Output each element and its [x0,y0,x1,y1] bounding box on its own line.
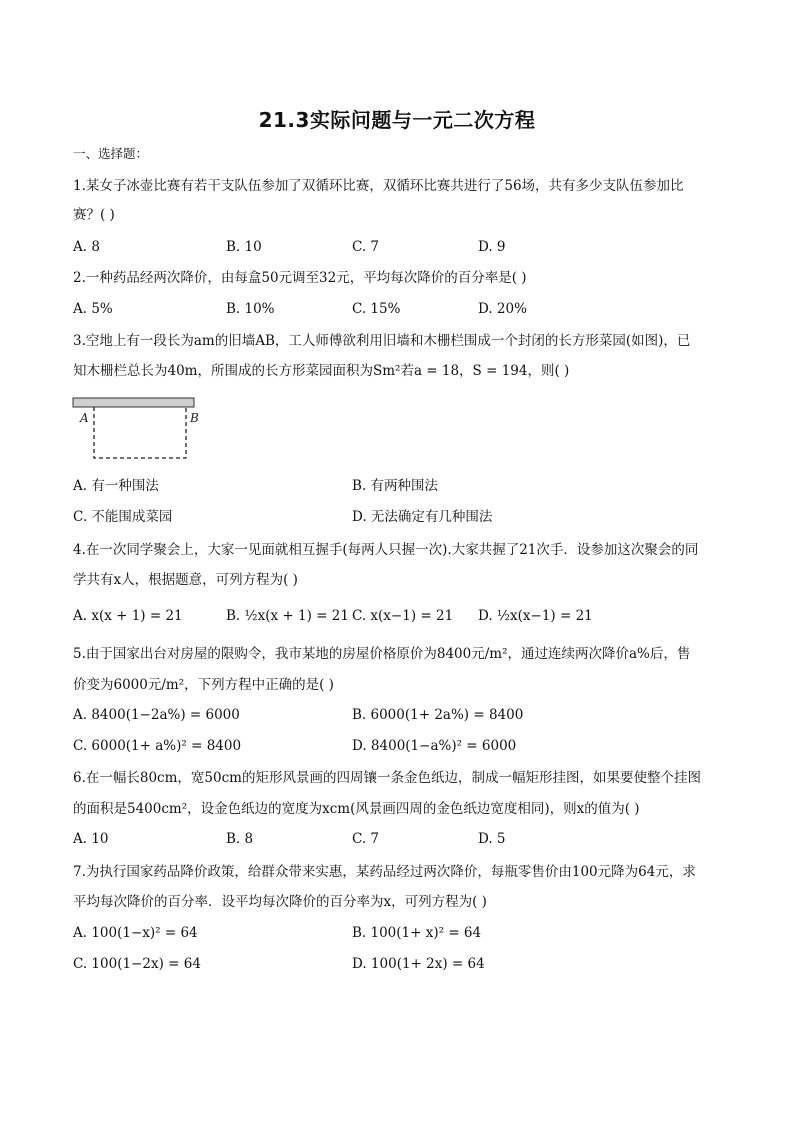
option-c: C. 7 [352,239,380,255]
option-a: A. 100(1−x)² = 64 [73,925,198,941]
question-text: 2.一种药品经两次降价，由每盒50元调至32元，平均每次降价的百分率是( ) [73,270,527,286]
option-d: D. 20% [478,301,527,317]
question-text: 5.由于国家出台对房屋的限购令，我市某地的房屋价格原价为8400元/m²，通过连续两次降价a%后，售 [73,646,691,662]
option-a: A. 10 [73,831,109,847]
question-text: 的面积是5400cm²，设金色纸边的宽度为xcm(风景画四周的金色纸边宽度相同)，则x的值为( ) [73,801,640,817]
option-b: B. 100(1+ x)² = 64 [352,925,482,941]
question-text: 学共有x人，根据题意，可列方程为( ) [73,572,298,588]
option-b: B. 8 [226,831,254,847]
old-wall [73,398,194,407]
question-text: 赛？( ) [73,207,115,223]
option-a: A. 有一种围法 [73,478,159,494]
option-d: D. 8400(1−a%)² = 6000 [352,738,517,754]
question-text: 平均每次降价的百分率．设平均每次降价的百分率为x，可列方程为( ) [73,894,487,910]
fence-outline [94,407,186,458]
question-text: 价变为6000元/m²，下列方程中正确的是( ) [73,677,334,693]
option-b: B. ½x(x + 1) = 21 [226,608,349,624]
question-text: 4.在一次同学聚会上，大家一见面就相互握手(每两人只握一次).大家共握了21次手．设参加这次聚会的同 [73,542,699,558]
label-a: A [80,411,89,425]
option-a: A. 5% [73,301,113,317]
option-c: C. 6000(1+ a%)² = 8400 [73,738,242,754]
wall-figure [70,395,200,465]
option-d: D. 100(1+ 2x) = 64 [352,956,485,972]
question-text: 3.空地上有一段长为am的旧墙AB，工人师傅欲利用旧墙和木栅栏围成一个封闭的长方形菜园(如图)，已 [73,333,691,349]
question-text: 6.在一幅长80cm，宽50cm的矩形风景画的四周镶一条金色纸边，制成一幅矩形挂图，如果要使整个挂图 [73,770,701,786]
option-c: C. 7 [352,831,380,847]
question-text: 7.为执行国家药品降价政策，给群众带来实惠，某药品经过两次降价，每瓶零售价由100元降为64元，求 [73,864,696,880]
option-b: B. 6000(1+ 2a%) = 8400 [352,707,524,723]
question-text: 1.某女子冰壶比赛有若干支队伍参加了双循环比赛，双循环比赛共进行了56场，共有多少支队伍参加比 [73,178,684,194]
option-a: A. x(x + 1) = 21 [73,608,183,624]
label-b: B [190,411,199,425]
option-d: D. 无法确定有几种围法 [352,509,493,525]
option-d: D. 9 [478,239,506,255]
option-a: A. 8 [73,239,100,255]
question-text: 知木栅栏总长为40m，所围成的长方形菜园面积为Sm²若a = 18，S = 194，则( ) [73,363,570,379]
page-title: 21.3实际问题与一元二次方程 [258,108,536,132]
option-b: B. 10 [226,239,262,255]
option-c: C. x(x−1) = 21 [352,608,454,624]
option-c: C. 不能围成菜园 [73,509,173,525]
option-b: B. 10% [226,301,275,317]
option-d: D. 5 [478,831,506,847]
option-b: B. 有两种围法 [352,478,439,494]
option-a: A. 8400(1−2a%) = 6000 [73,707,240,723]
option-c: C. 100(1−2x) = 64 [73,956,201,972]
option-d: D. ½x(x−1) = 21 [478,608,593,624]
section-heading: 一、选择题： [73,146,149,161]
option-c: C. 15% [352,301,401,317]
